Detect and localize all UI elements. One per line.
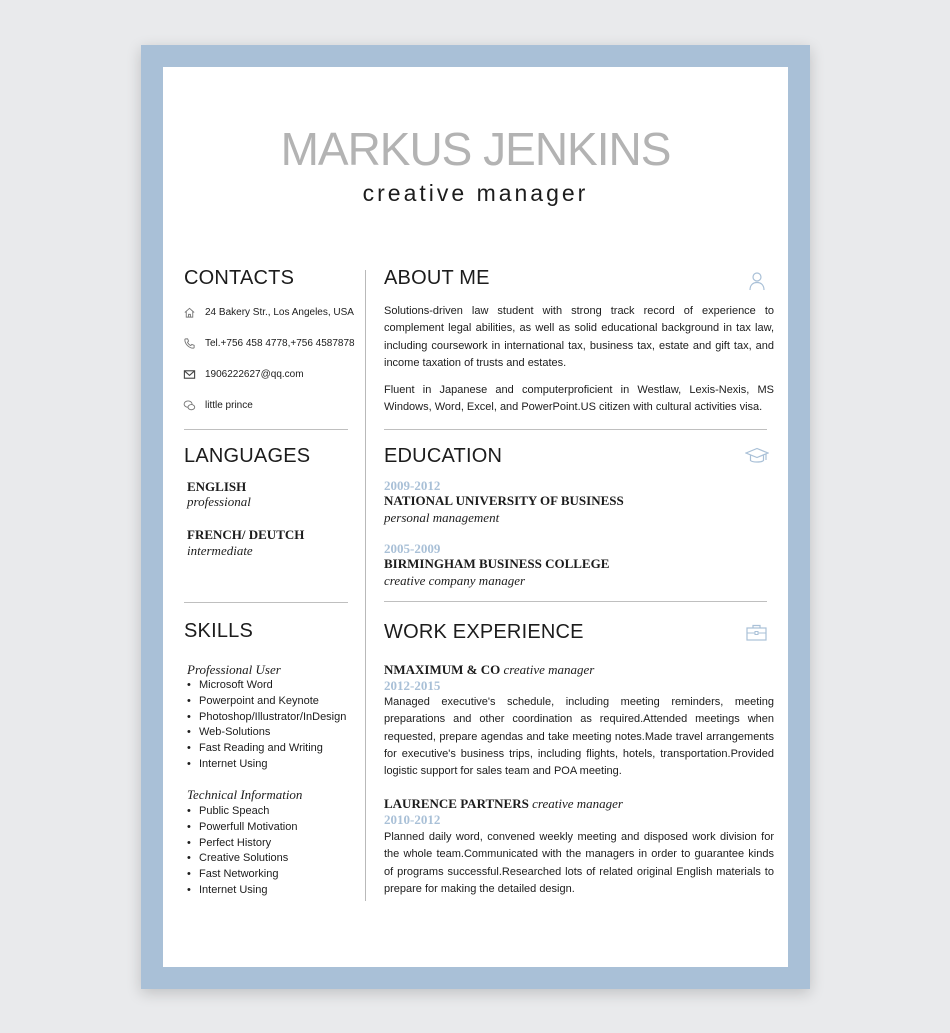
column-divider [365,270,366,901]
skill-list [187,678,346,773]
about-title: ABOUT ME [384,267,490,289]
about-paragraph: Fluent in Japanese and computerproficient in Westlaw, Lexis-Nexis, MS Windows, Word, Excel, and PowerPoint.US citizen with cultural activities visa. [384,384,774,414]
skill-item: • Internet Using [187,883,297,899]
skill-item: • Perfect History [187,836,297,852]
job-description: Managed executive's schedule, including meeting reminders, meeting preparations and other coordination as required.Attended meetings when requested, prepare agendas and take meeting notes.Made travel arrangements for executive's business trips, including flights, hotels, transportation.Provided logistic support for sales team and POA meeting. [384,696,774,778]
contact-wechat [183,399,253,412]
education-school: NATIONAL UNIVERSITY OF BUSINESS [384,493,624,508]
contact-phone-text: Tel.+756 458 4778,+756 4587878 [205,338,355,349]
education-years: 2005-2009 [384,541,441,556]
contacts-title: CONTACTS [184,267,295,289]
language-level: intermediate [187,543,253,558]
job-position: creative manager [503,662,595,677]
contact-email-text: 1906222627@qq.com [205,369,304,380]
skill-group-heading: Professional User [187,662,281,677]
contact-address [183,306,354,319]
job-position: creative manager [532,796,623,811]
language-name: FRENCH/ DEUTCH [187,527,305,542]
divider [384,429,767,430]
job-description: Planned daily word, convened weekly meeting and disposed work division for the whole team.Communicated with the managers in order to guarantee kinds of programs successful.Researched lots of related original English materials to prepare for making the detailed design. [384,831,774,895]
skill-group-heading: Technical Information [187,787,303,802]
divider [184,429,348,430]
job-years: 2012-2015 [384,678,441,693]
education-detail: personal management [384,510,500,525]
skill-item: • Web-Solutions [187,725,346,741]
skill-item: • Creative Solutions [187,851,297,867]
contact-address-text: 24 Bakery Str., Los Angeles, USA [205,307,354,318]
job-company: NMAXIMUM & CO [384,662,501,677]
divider [184,602,348,603]
language-level: professional [187,494,251,509]
contact-wechat-text: little prince [205,400,253,411]
skill-item: • Microsoft Word [187,678,346,694]
skills-title: SKILLS [184,620,254,642]
skill-item: • Powerpoint and Keynote [187,694,346,710]
job-title [384,662,594,678]
graduation-cap-icon [745,447,769,465]
education-title: EDUCATION [384,445,503,467]
home-icon [183,306,196,319]
education-school: BIRMINGHAM BUSINESS COLLEGE [384,556,610,571]
work-title: WORK EXPERIENCE [384,621,584,643]
languages-title: LANGUAGES [184,445,311,467]
job-company: LAURENCE PARTNERS [384,796,529,811]
person-name: MARKUS JENKINS [280,123,671,175]
skill-item: • Powerfull Motivation [187,820,297,836]
language-name: ENGLISH [187,479,247,494]
skill-item: • Fast Networking [187,867,297,883]
wechat-icon [183,399,196,412]
education-years: 2009-2012 [384,478,441,493]
person-role: creative manager [362,180,589,206]
about-paragraph: Solutions-driven law student with strong track record of experience to complement legal abilities, as well as solid educational background in tax law, including coursework in international tax, business tax, estate and gift tax, and income taxation of trusts and estates. [384,305,774,369]
job-title [384,796,623,812]
contact-phone [183,337,355,350]
skill-item: • Fast Reading and Writing [187,741,346,757]
phone-icon [183,337,196,350]
contact-email [183,368,304,381]
divider [384,601,767,602]
briefcase-icon [746,624,767,641]
education-detail: creative company manager [384,573,526,588]
person-icon [748,271,766,291]
skill-item: • Photoshop/Illustrator/InDesign [187,710,346,726]
skill-list [187,804,297,899]
skill-item: • Internet Using [187,757,346,773]
skill-item: • Public Speach [187,804,297,820]
job-years: 2010-2012 [384,812,441,827]
mail-icon [183,368,196,381]
